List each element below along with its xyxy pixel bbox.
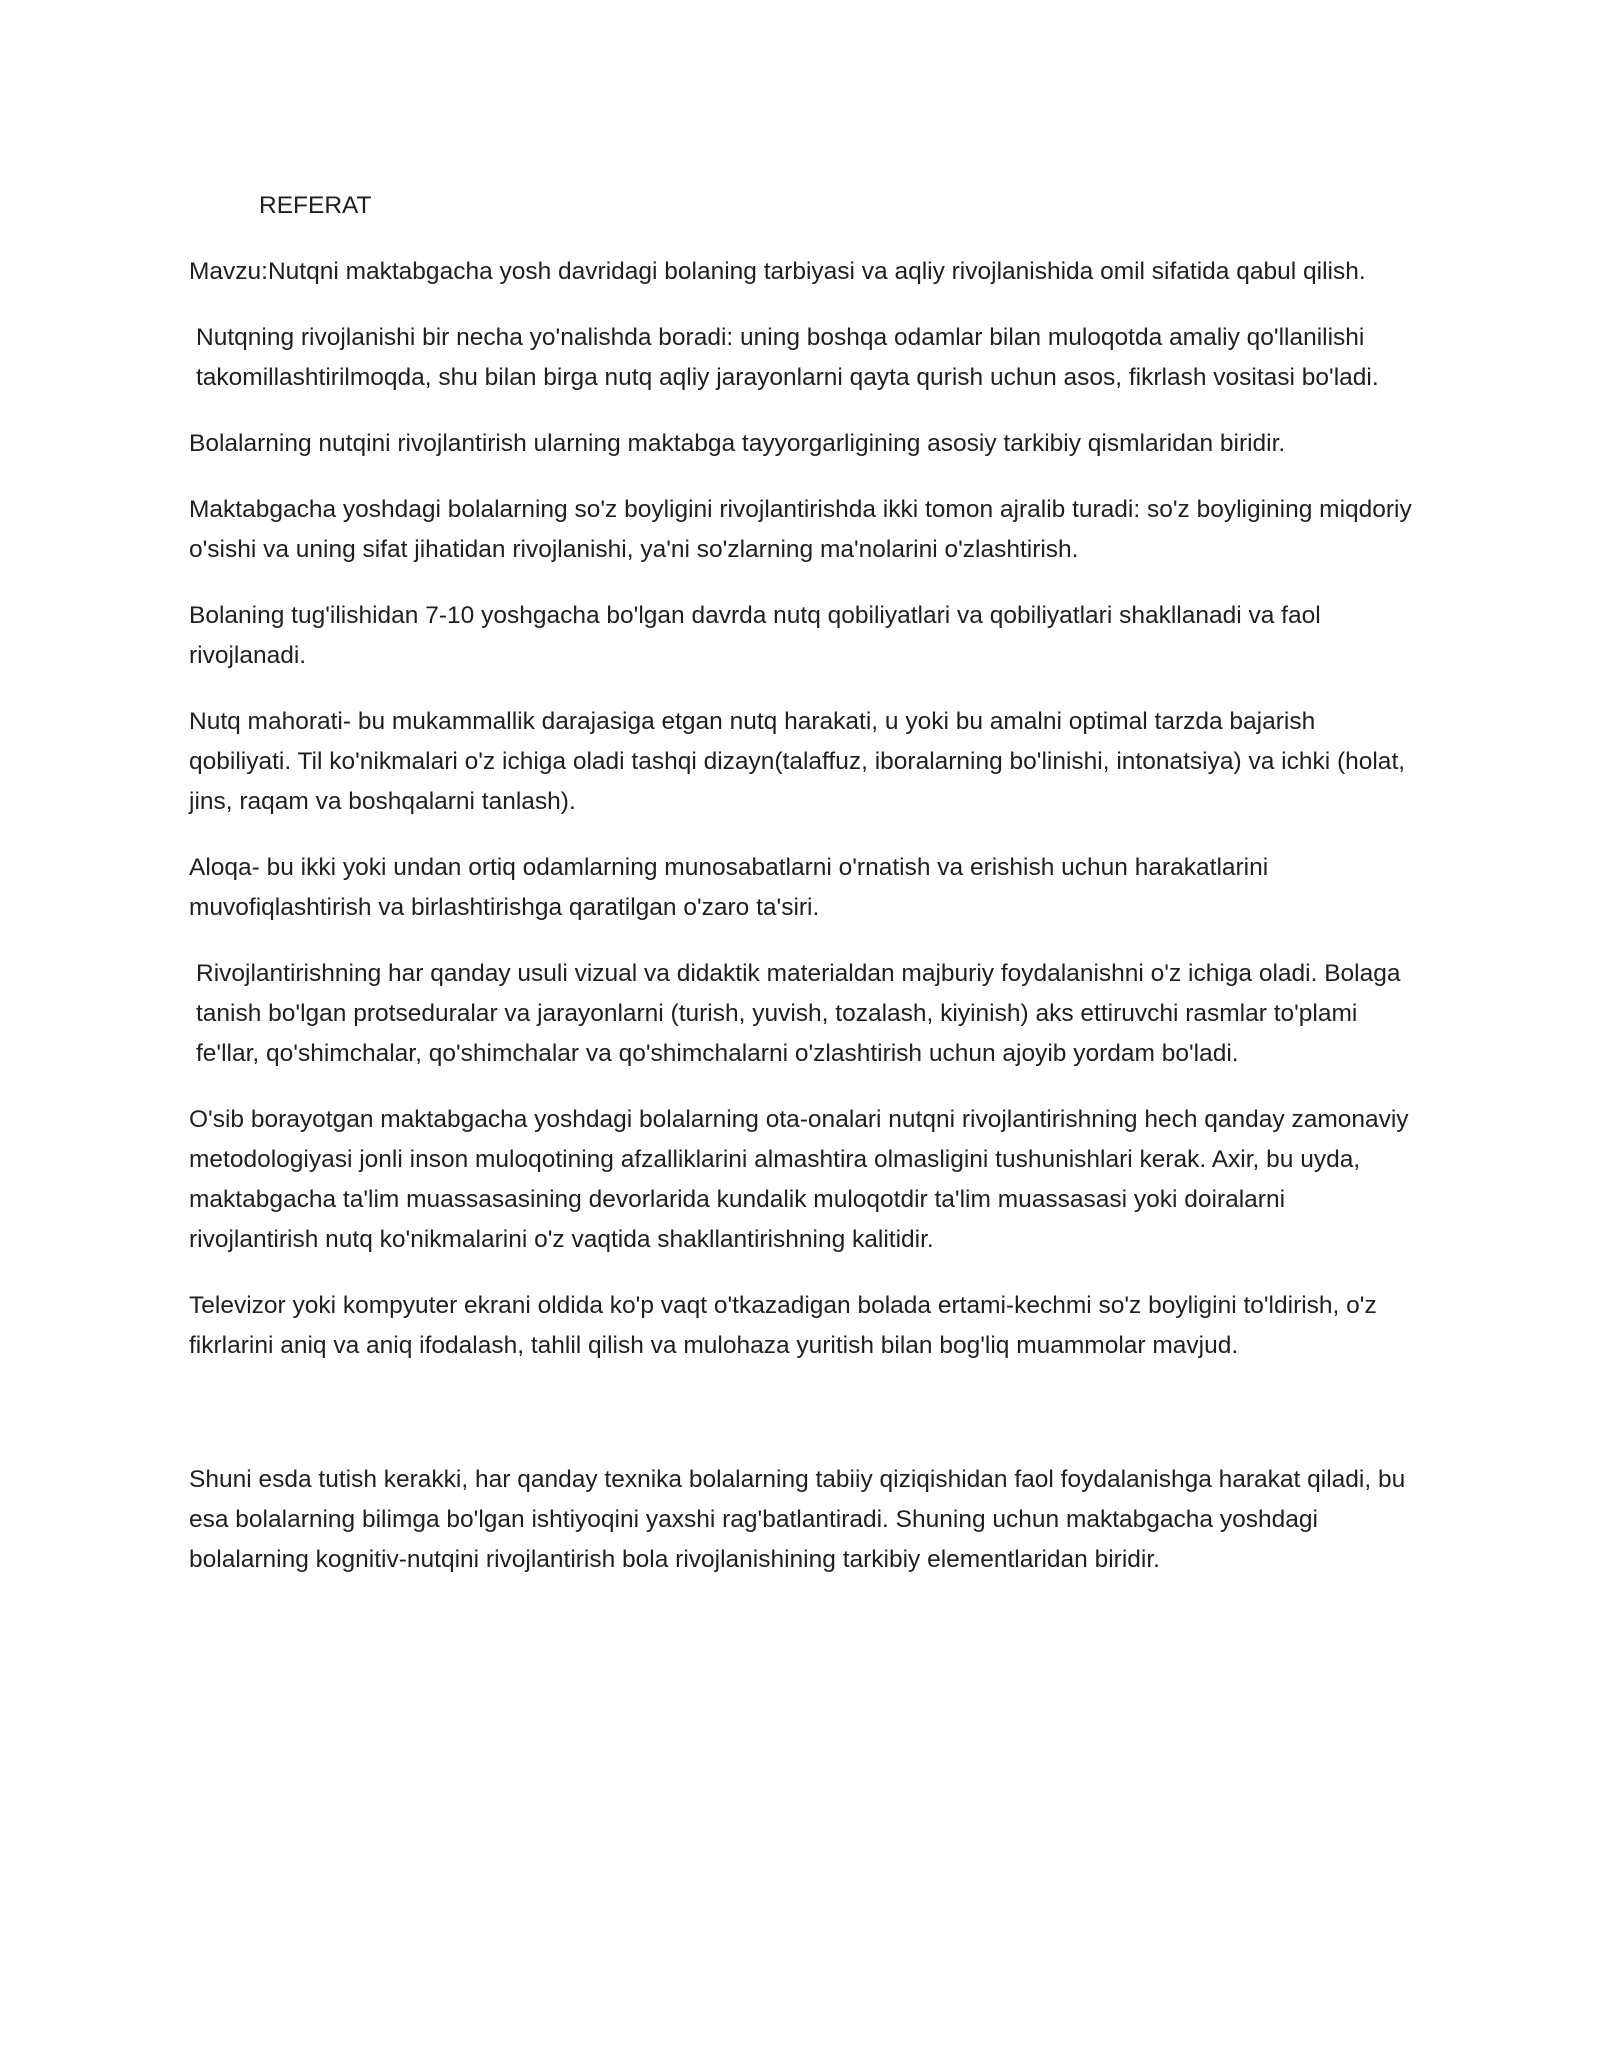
document-title: REFERAT: [259, 192, 372, 219]
paragraph: O'sib borayotgan maktabgacha yoshdagi bolalarning ota-onalari nutqni rivojlantirishning hech qanday zamonaviy metodologiyasi jonli inson muloqotining afzalliklarini almashtira olmasligini tushunishlari kerak. Axir, bu uyda, maktabgacha ta'lim muassasasining devorlarida kundalik muloqotdir ta'lim muassasasi yoki doiralarni rivojlantirish nutq ko'nikmalarini o'z vaqtida shakllantirishning kalitidir.: [189, 1106, 1409, 1253]
paragraph: Bolaning tug'ilishidan 7-10 yoshgacha bo'lgan davrda nutq qobiliyatlari va qobiliyatlari shakllanadi va faol rivojlanadi.: [189, 602, 1321, 669]
paragraph: Bolalarning nutqini rivojlantirish ularning maktabga tayyorgarligining asosiy tarkibiy qismlaridan biridir.: [189, 430, 1286, 457]
paragraph: Maktabgacha yoshdagi bolalarning so'z boyligini rivojlantirishda ikki tomon ajralib turadi: so'z boyligining miqdoriy o'sishi va uning sifat jihatidan rivojlanishi, ya'ni so'zlarning ma'nolarini o'zlashtirish.: [189, 496, 1412, 563]
document-body: [189, 186, 1419, 1606]
paragraph: Rivojlantirishning har qanday usuli vizual va didaktik materialdan majburiy foydalanishni o'z ichiga oladi. Bolaga tanish bo'lgan protseduralar va jarayonlarni (turish, yuvish, tozalash, kiyinish) aks ettiruvchi rasmlar to'plami fe'llar, qo'shimchalar, qo'shimchalar va qo'shimchalarni o'zlashtirish uchun ajoyib yordam bo'ladi.: [196, 960, 1401, 1067]
paragraph: Televizor yoki kompyuter ekrani oldida ko'p vaqt o'tkazadigan bolada ertami-kechmi so'z boyligini to'ldirish, o'z fikrlarini aniq va aniq ifodalash, tahlil qilish va mulohaza yuritish bilan bog'liq muammolar mavjud.: [189, 1292, 1377, 1359]
paragraph: Shuni esda tutish kerakki, har qanday texnika bolalarning tabiiy qiziqishidan faol foydalanishga harakat qiladi, bu esa bolalarning bilimga bo'lgan ishtiyoqini yaxshi rag'batlantiradi. Shuning uchun maktabgacha yoshdagi bolalarning kognitiv-nutqini rivojlantirish bola rivojlanishining tarkibiy elementlaridan biridir.: [189, 1466, 1406, 1573]
paragraph: Nutqning rivojlanishi bir necha yo'nalishda boradi: uning boshqa odamlar bilan muloqotda amaliy qo'llanilishi takomillashtirilmoqda, shu bilan birga nutq aqliy jarayonlarni qayta qurish uchun asos, fikrlash vositasi bo'ladi.: [196, 324, 1379, 391]
topic-paragraph: Mavzu:Nutqni maktabgacha yosh davridagi bolaning tarbiyasi va aqliy rivojlanishida omil sifatida qabul qilish.: [189, 258, 1366, 285]
paragraph: Aloqa- bu ikki yoki undan ortiq odamlarning munosabatlarni o'rnatish va erishish uchun harakatlarini muvofiqlashtirish va birlashtirishga qaratilgan o'zaro ta'siri.: [189, 854, 1269, 921]
paragraph: Nutq mahorati- bu mukammallik darajasiga etgan nutq harakati, u yoki bu amalni optimal tarzda bajarish qobiliyati. Til ko'nikmalari o'z ichiga oladi tashqi dizayn(talaffuz, iboralarning bo'linishi, intonatsiya) va ichki (holat, jins, raqam va boshqalarni tanlash).: [189, 708, 1406, 815]
